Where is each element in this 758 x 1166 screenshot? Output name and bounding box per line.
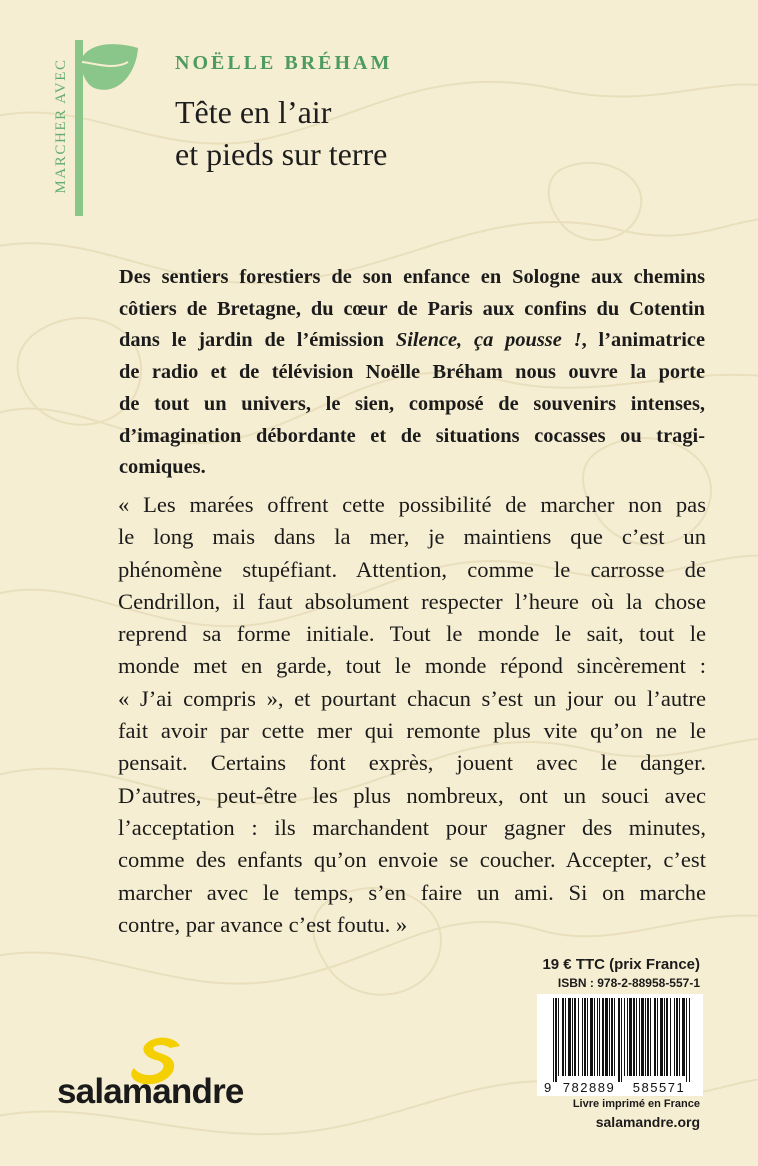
lead-paragraph (119, 262, 705, 484)
isbn-label: ISBN : 978-2-88958-557-1 (557, 976, 700, 990)
title-line-2: et pieds sur terre (175, 136, 388, 172)
barcode-left-digits: 782889 (562, 1080, 616, 1095)
quote-line: comme des enfants qu’on envoie se coucher. Accepter, c’est (118, 847, 706, 873)
lead-line: comiques. (119, 456, 206, 479)
quote-line: « Les marées offrent cette possibilité de marcher non pas (118, 492, 706, 517)
lead-line: de tout un univers, le sien, composé de souvenirs intenses, (119, 392, 705, 415)
lead-line: côtiers de Bretagne, du cœur de Paris aux confins du Cotentin (119, 297, 705, 320)
barcode-first-digit: 9 (544, 1080, 552, 1095)
barcode-right-digits: 585571 (632, 1080, 686, 1095)
lead-text: dans le jardin de l’émission (119, 329, 396, 352)
lead-line: d’imagination débordante et de situations cocasses ou tragi- (119, 424, 705, 447)
book-author: NOËLLE BRÉHAM (175, 52, 393, 74)
quote-line: contre, par avance c’est foutu. » (118, 911, 408, 937)
quote-line: monde met en garde, tout le monde répond sincèrement : (118, 653, 706, 679)
quote-line: D’autres, peut-être les plus nombreux, ont un souci avec (118, 782, 706, 808)
publisher-logo-text: salamandre (57, 1072, 244, 1111)
show-title: Silence, ça pousse ! (395, 329, 582, 352)
series-label: MARCHER AVEC (53, 58, 69, 194)
quote-line: phénomène stupéfiant. Attention, comme le carrosse de (118, 556, 706, 582)
leaf-icon (80, 40, 140, 96)
book-title (175, 91, 635, 175)
lead-line: Des sentiers forestiers de son enfance en Sologne aux chemins (119, 266, 705, 288)
lead-line-with-show (119, 325, 705, 357)
price-label: 19 € TTC (prix France) (542, 956, 700, 973)
title-line-1: Tête en l’air (175, 94, 332, 130)
quote-line: l’acceptation : ils marchandent pour gagner des minutes, (118, 814, 706, 840)
quote-line: pensait. Certains font exprès, jouent avec le danger. (118, 750, 706, 776)
lead-text: , l’animatrice (581, 329, 706, 352)
quote-line: le long mais dans la mer, je maintiens que c’est un (118, 524, 706, 550)
quote-line: reprend sa forme initiale. Tout le monde le sait, tout le (118, 621, 706, 647)
website-label: salamandre.org (595, 1114, 700, 1130)
quote-line: Cendrillon, il faut absolument respecter l’heure où la chose (118, 588, 706, 614)
printed-in-label: Livre imprimé en France (572, 1098, 700, 1110)
barcode (537, 994, 703, 1096)
series-branding (46, 35, 76, 217)
quote-line: marcher avec le temps, s’en faire un ami. Si on marche (118, 879, 706, 905)
quote-line: « J’ai compris », et pourtant chacun s’est un jour ou l’autre (118, 685, 706, 711)
lead-line: de radio et de télévision Noëlle Bréham nous ouvre la porte (119, 361, 705, 384)
quote-line: fait avoir par cette mer qui remonte plus vite qu’on ne le (118, 718, 706, 744)
quote-paragraph (118, 489, 706, 941)
